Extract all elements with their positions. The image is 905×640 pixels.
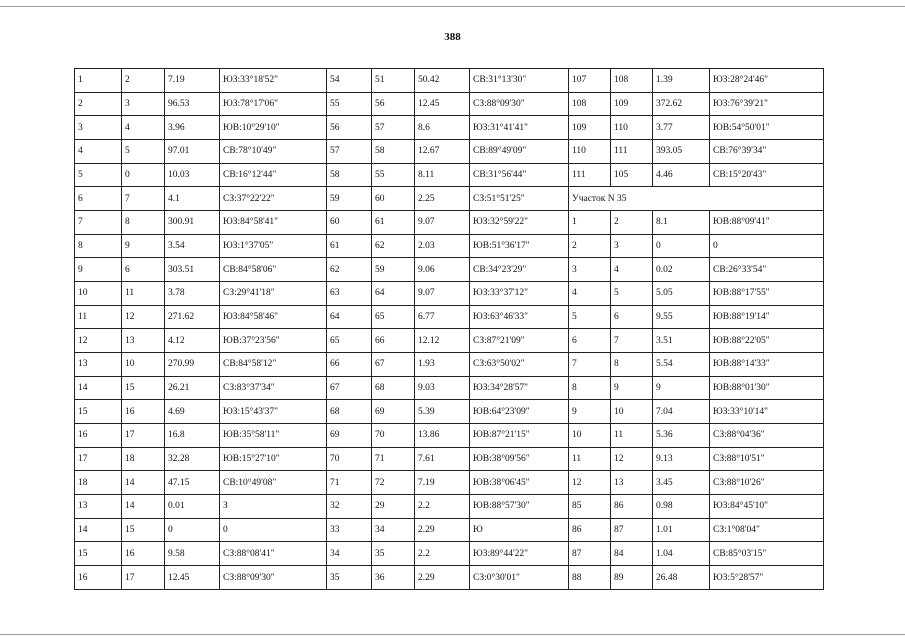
bearing-cell: ЮЗ:15°43'37" [220, 400, 327, 424]
bearing-cell: СЗ:83°37'34" [220, 376, 327, 400]
bearing-cell: СЗ:37°22'22" [220, 187, 327, 211]
from-point-cell: 11 [75, 305, 122, 329]
distance-cell: 7.19 [165, 69, 220, 93]
bearing-cell: СЗ:88°09'30" [470, 92, 569, 116]
table-row [75, 163, 824, 187]
from-point-cell: 2 [75, 92, 122, 116]
distance-cell: 9.55 [653, 305, 710, 329]
distance-cell: 7.04 [653, 400, 710, 424]
bearing-cell: ЮВ:88°19'14" [710, 305, 824, 329]
distance-cell: 12.45 [415, 92, 470, 116]
bearing-cell: ЮЗ:33°18'52" [220, 69, 327, 93]
to-point-cell: 0 [122, 163, 165, 187]
bearing-cell: СВ:15°20'43" [710, 163, 824, 187]
bearing-cell: СВ:31°13'30" [470, 69, 569, 93]
bearing-cell: ЮЗ:33°37'12" [470, 282, 569, 306]
from-point-cell: 6 [75, 187, 122, 211]
from-point-cell: 17 [75, 447, 122, 471]
to-point-cell: 61 [372, 211, 415, 235]
from-point-cell: 85 [569, 495, 611, 519]
table-row [75, 566, 824, 590]
bearing-cell: ЮЗ:34°28'57" [470, 376, 569, 400]
distance-cell: 2.25 [415, 187, 470, 211]
to-point-cell: 8 [122, 211, 165, 235]
to-point-cell: 72 [372, 471, 415, 495]
table-body [75, 69, 824, 590]
table-row [75, 234, 824, 258]
bearing-cell: СЗ:87°21'09" [470, 329, 569, 353]
table-row [75, 424, 824, 448]
distance-cell: 3.51 [653, 329, 710, 353]
bearing-cell: ЮВ:88°01'30" [710, 376, 824, 400]
coordinates-table [74, 68, 824, 590]
to-point-cell: 4 [611, 258, 653, 282]
from-point-cell: 1 [569, 211, 611, 235]
from-point-cell: 87 [569, 542, 611, 566]
distance-cell: 4.12 [165, 329, 220, 353]
bearing-cell: ЮВ:54°50'01" [710, 116, 824, 140]
to-point-cell: 18 [122, 447, 165, 471]
distance-cell: 2.2 [415, 495, 470, 519]
bearing-cell: ЮВ:88°09'41" [710, 211, 824, 235]
bearing-cell: ЮВ:88°22'05" [710, 329, 824, 353]
table-row [75, 69, 824, 93]
to-point-cell: 12 [122, 305, 165, 329]
from-point-cell: 66 [327, 353, 372, 377]
from-point-cell: 12 [75, 329, 122, 353]
from-point-cell: 110 [569, 140, 611, 164]
to-point-cell: 17 [122, 424, 165, 448]
distance-cell: 0 [653, 234, 710, 258]
bearing-cell: СВ:76°39'34" [710, 140, 824, 164]
distance-cell: 97.01 [165, 140, 220, 164]
bearing-cell: СВ:26°33'54" [710, 258, 824, 282]
distance-cell: 2.2 [415, 542, 470, 566]
table-row [75, 116, 824, 140]
distance-cell: 9.58 [165, 542, 220, 566]
bearing-cell: ЮЗ:89°44'22" [470, 542, 569, 566]
distance-cell: 9.07 [415, 211, 470, 235]
page-number: 388 [444, 31, 461, 43]
distance-cell: 7.19 [415, 471, 470, 495]
to-point-cell: 86 [611, 495, 653, 519]
from-point-cell: 86 [569, 518, 611, 542]
to-point-cell: 2 [611, 211, 653, 235]
top-scan-edge [0, 6, 905, 7]
from-point-cell: 12 [569, 471, 611, 495]
bearing-cell: СВ:84°58'12" [220, 353, 327, 377]
to-point-cell: 3 [122, 92, 165, 116]
from-point-cell: 14 [75, 518, 122, 542]
to-point-cell: 10 [611, 400, 653, 424]
table-row [75, 447, 824, 471]
from-point-cell: 69 [327, 424, 372, 448]
from-point-cell: 6 [569, 329, 611, 353]
to-point-cell: 10 [122, 353, 165, 377]
bearing-cell: ЮЗ:76°39'21" [710, 92, 824, 116]
from-point-cell: 32 [327, 495, 372, 519]
distance-cell: 5.36 [653, 424, 710, 448]
from-point-cell: 108 [569, 92, 611, 116]
from-point-cell: 15 [75, 400, 122, 424]
distance-cell: 270.99 [165, 353, 220, 377]
distance-cell: 32.28 [165, 447, 220, 471]
bearing-cell: СЗ:88°09'30" [220, 566, 327, 590]
distance-cell: 12.45 [165, 566, 220, 590]
bearing-cell: ЮЗ:32°59'22" [470, 211, 569, 235]
bearing-cell: СВ:31°56'44" [470, 163, 569, 187]
table-row [75, 258, 824, 282]
from-point-cell: 13 [75, 353, 122, 377]
bearing-cell: СЗ:63°50'02" [470, 353, 569, 377]
bearing-cell: ЮВ:15°27'10" [220, 447, 327, 471]
to-point-cell: 55 [372, 163, 415, 187]
distance-cell: 9.13 [653, 447, 710, 471]
to-point-cell: 34 [372, 518, 415, 542]
table-row [75, 329, 824, 353]
table-row [75, 542, 824, 566]
distance-cell: 12.12 [415, 329, 470, 353]
from-point-cell: 2 [569, 234, 611, 258]
to-point-cell: 89 [611, 566, 653, 590]
from-point-cell: 1 [75, 69, 122, 93]
to-point-cell: 16 [122, 542, 165, 566]
bearing-cell: Ю [470, 518, 569, 542]
from-point-cell: 55 [327, 92, 372, 116]
bearing-cell: ЮВ:88°17'55" [710, 282, 824, 306]
from-point-cell: 64 [327, 305, 372, 329]
distance-cell: 47.15 [165, 471, 220, 495]
to-point-cell: 5 [122, 140, 165, 164]
from-point-cell: 7 [569, 353, 611, 377]
from-point-cell: 16 [75, 424, 122, 448]
distance-cell: 5.54 [653, 353, 710, 377]
bearing-cell: СВ:89°49'09" [470, 140, 569, 164]
from-point-cell: 57 [327, 140, 372, 164]
from-point-cell: 35 [327, 566, 372, 590]
table-row [75, 471, 824, 495]
table-row [75, 92, 824, 116]
distance-cell: 8.6 [415, 116, 470, 140]
bearing-cell: ЮЗ:84°45'10" [710, 495, 824, 519]
to-point-cell: 5 [611, 282, 653, 306]
distance-cell: 5.05 [653, 282, 710, 306]
distance-cell: 8.1 [653, 211, 710, 235]
from-point-cell: 58 [327, 163, 372, 187]
bearing-cell: ЮВ:37°23'56" [220, 329, 327, 353]
from-point-cell: 56 [327, 116, 372, 140]
to-point-cell: 14 [122, 471, 165, 495]
to-point-cell: 9 [611, 376, 653, 400]
to-point-cell: 17 [122, 566, 165, 590]
bearing-cell: СВ:85°03'15" [710, 542, 824, 566]
to-point-cell: 57 [372, 116, 415, 140]
to-point-cell: 67 [372, 353, 415, 377]
to-point-cell: 9 [122, 234, 165, 258]
to-point-cell: 58 [372, 140, 415, 164]
distance-cell: 303.51 [165, 258, 220, 282]
distance-cell: 6.77 [415, 305, 470, 329]
to-point-cell: 64 [372, 282, 415, 306]
distance-cell: 3.96 [165, 116, 220, 140]
to-point-cell: 29 [372, 495, 415, 519]
distance-cell: 0.02 [653, 258, 710, 282]
to-point-cell: 15 [122, 376, 165, 400]
from-point-cell: 67 [327, 376, 372, 400]
distance-cell: 2.03 [415, 234, 470, 258]
table-row [75, 376, 824, 400]
to-point-cell: 70 [372, 424, 415, 448]
distance-cell: 26.48 [653, 566, 710, 590]
to-point-cell: 14 [122, 495, 165, 519]
from-point-cell: 61 [327, 234, 372, 258]
from-point-cell: 5 [569, 305, 611, 329]
bearing-cell: ЮВ:87°21'15" [470, 424, 569, 448]
from-point-cell: 18 [75, 471, 122, 495]
distance-cell: 1.01 [653, 518, 710, 542]
distance-cell: 9.03 [415, 376, 470, 400]
to-point-cell: 2 [122, 69, 165, 93]
from-point-cell: 10 [569, 424, 611, 448]
distance-cell: 2.29 [415, 518, 470, 542]
distance-cell: 4.69 [165, 400, 220, 424]
to-point-cell: 3 [611, 234, 653, 258]
to-point-cell: 109 [611, 92, 653, 116]
bearing-cell: ЮЗ:28°24'46" [710, 69, 824, 93]
distance-cell: 26.21 [165, 376, 220, 400]
distance-cell: 3.78 [165, 282, 220, 306]
distance-cell: 9.07 [415, 282, 470, 306]
bearing-cell: ЮВ:35°58'11" [220, 424, 327, 448]
distance-cell: 5.39 [415, 400, 470, 424]
from-point-cell: 65 [327, 329, 372, 353]
to-point-cell: 13 [122, 329, 165, 353]
to-point-cell: 35 [372, 542, 415, 566]
from-point-cell: 60 [327, 211, 372, 235]
bearing-cell: СЗ:0°30'01" [470, 566, 569, 590]
bearing-cell: 0 [710, 234, 824, 258]
table-row [75, 518, 824, 542]
from-point-cell: 59 [327, 187, 372, 211]
bearing-cell: ЮЗ:31°41'41" [470, 116, 569, 140]
distance-cell: 96.53 [165, 92, 220, 116]
bearing-cell: ЮВ:88°14'33" [710, 353, 824, 377]
distance-cell: 12.67 [415, 140, 470, 164]
to-point-cell: 11 [122, 282, 165, 306]
from-point-cell: 62 [327, 258, 372, 282]
bearing-cell: ЮЗ:78°17'06" [220, 92, 327, 116]
bottom-scan-edge [0, 634, 905, 635]
distance-cell: 1.04 [653, 542, 710, 566]
distance-cell: 372.62 [653, 92, 710, 116]
from-point-cell: 7 [75, 211, 122, 235]
to-point-cell: 111 [611, 140, 653, 164]
bearing-cell: ЮВ:38°09'56" [470, 447, 569, 471]
from-point-cell: 13 [75, 495, 122, 519]
bearing-cell: СЗ:88°04'36" [710, 424, 824, 448]
bearing-cell: СЗ:88°10'51" [710, 447, 824, 471]
bearing-cell: ЮЗ:5°28'57" [710, 566, 824, 590]
distance-cell: 2.29 [415, 566, 470, 590]
table-row [75, 187, 824, 211]
from-point-cell: 88 [569, 566, 611, 590]
table-row [75, 282, 824, 306]
to-point-cell: 16 [122, 400, 165, 424]
from-point-cell: 63 [327, 282, 372, 306]
bearing-cell: ЮЗ:63°46'33" [470, 305, 569, 329]
to-point-cell: 56 [372, 92, 415, 116]
to-point-cell: 13 [611, 471, 653, 495]
from-point-cell: 68 [327, 400, 372, 424]
distance-cell: 9.06 [415, 258, 470, 282]
distance-cell: 9 [653, 376, 710, 400]
to-point-cell: 12 [611, 447, 653, 471]
distance-cell: 393.05 [653, 140, 710, 164]
distance-cell: 0 [165, 518, 220, 542]
to-point-cell: 108 [611, 69, 653, 93]
table-row [75, 495, 824, 519]
to-point-cell: 6 [611, 305, 653, 329]
from-point-cell: 54 [327, 69, 372, 93]
to-point-cell: 62 [372, 234, 415, 258]
from-point-cell: 11 [569, 447, 611, 471]
bearing-cell: СЗ:51°51'25" [470, 187, 569, 211]
to-point-cell: 71 [372, 447, 415, 471]
distance-cell: 10.03 [165, 163, 220, 187]
section-heading: Участок N 35 [569, 187, 824, 211]
to-point-cell: 6 [122, 258, 165, 282]
to-point-cell: 4 [122, 116, 165, 140]
table-row [75, 400, 824, 424]
bearing-cell: ЮВ:38°06'45" [470, 471, 569, 495]
from-point-cell: 34 [327, 542, 372, 566]
to-point-cell: 60 [372, 187, 415, 211]
to-point-cell: 87 [611, 518, 653, 542]
distance-cell: 4.1 [165, 187, 220, 211]
bearing-cell: СВ:34°23'29" [470, 258, 569, 282]
to-point-cell: 7 [122, 187, 165, 211]
bearing-cell: ЮЗ:33°10'14" [710, 400, 824, 424]
distance-cell: 1.93 [415, 353, 470, 377]
from-point-cell: 4 [75, 140, 122, 164]
bearing-cell: СЗ:88°08'41" [220, 542, 327, 566]
from-point-cell: 5 [75, 163, 122, 187]
bearing-cell: 0 [220, 518, 327, 542]
from-point-cell: 71 [327, 471, 372, 495]
from-point-cell: 14 [75, 376, 122, 400]
distance-cell: 0.98 [653, 495, 710, 519]
from-point-cell: 8 [569, 376, 611, 400]
distance-cell: 50.42 [415, 69, 470, 93]
from-point-cell: 3 [75, 116, 122, 140]
distance-cell: 8.11 [415, 163, 470, 187]
table-row [75, 305, 824, 329]
bearing-cell: СВ:78°10'49" [220, 140, 327, 164]
distance-cell: 3.77 [653, 116, 710, 140]
distance-cell: 7.61 [415, 447, 470, 471]
to-point-cell: 69 [372, 400, 415, 424]
bearing-cell: ЮВ:51°36'17" [470, 234, 569, 258]
from-point-cell: 4 [569, 282, 611, 306]
from-point-cell: 10 [75, 282, 122, 306]
bearing-cell: СЗ:88°10'26" [710, 471, 824, 495]
table-row [75, 140, 824, 164]
distance-cell: 4.46 [653, 163, 710, 187]
to-point-cell: 110 [611, 116, 653, 140]
distance-cell: 13.86 [415, 424, 470, 448]
table-row [75, 211, 824, 235]
distance-cell: 271.62 [165, 305, 220, 329]
distance-cell: 16.8 [165, 424, 220, 448]
distance-cell: 3.45 [653, 471, 710, 495]
bearing-cell: СВ:16°12'44" [220, 163, 327, 187]
from-point-cell: 9 [75, 258, 122, 282]
from-point-cell: 109 [569, 116, 611, 140]
from-point-cell: 3 [569, 258, 611, 282]
to-point-cell: 11 [611, 424, 653, 448]
from-point-cell: 111 [569, 163, 611, 187]
to-point-cell: 84 [611, 542, 653, 566]
distance-cell: 3.54 [165, 234, 220, 258]
bearing-cell: ЮВ:64°23'09" [470, 400, 569, 424]
to-point-cell: 15 [122, 518, 165, 542]
to-point-cell: 7 [611, 329, 653, 353]
bearing-cell: СВ:84°58'06" [220, 258, 327, 282]
from-point-cell: 9 [569, 400, 611, 424]
from-point-cell: 33 [327, 518, 372, 542]
bearing-cell: ЮЗ:84°58'46" [220, 305, 327, 329]
bearing-cell: ЮВ:10°29'10" [220, 116, 327, 140]
to-point-cell: 51 [372, 69, 415, 93]
from-point-cell: 16 [75, 566, 122, 590]
bearing-cell: ЮЗ:1°37'05" [220, 234, 327, 258]
bearing-cell: СЗ:29°41'18" [220, 282, 327, 306]
table-row [75, 353, 824, 377]
to-point-cell: 59 [372, 258, 415, 282]
bearing-cell: СВ:10°49'08" [220, 471, 327, 495]
from-point-cell: 70 [327, 447, 372, 471]
to-point-cell: 36 [372, 566, 415, 590]
bearing-cell: СЗ:1°08'04" [710, 518, 824, 542]
from-point-cell: 107 [569, 69, 611, 93]
bearing-cell: ЮВ:88°57'30" [470, 495, 569, 519]
to-point-cell: 65 [372, 305, 415, 329]
to-point-cell: 8 [611, 353, 653, 377]
bearing-cell: З [220, 495, 327, 519]
distance-cell: 300.91 [165, 211, 220, 235]
distance-cell: 1.39 [653, 69, 710, 93]
to-point-cell: 105 [611, 163, 653, 187]
to-point-cell: 66 [372, 329, 415, 353]
from-point-cell: 8 [75, 234, 122, 258]
from-point-cell: 15 [75, 542, 122, 566]
bearing-cell: ЮЗ:84°58'41" [220, 211, 327, 235]
distance-cell: 0.01 [165, 495, 220, 519]
to-point-cell: 68 [372, 376, 415, 400]
